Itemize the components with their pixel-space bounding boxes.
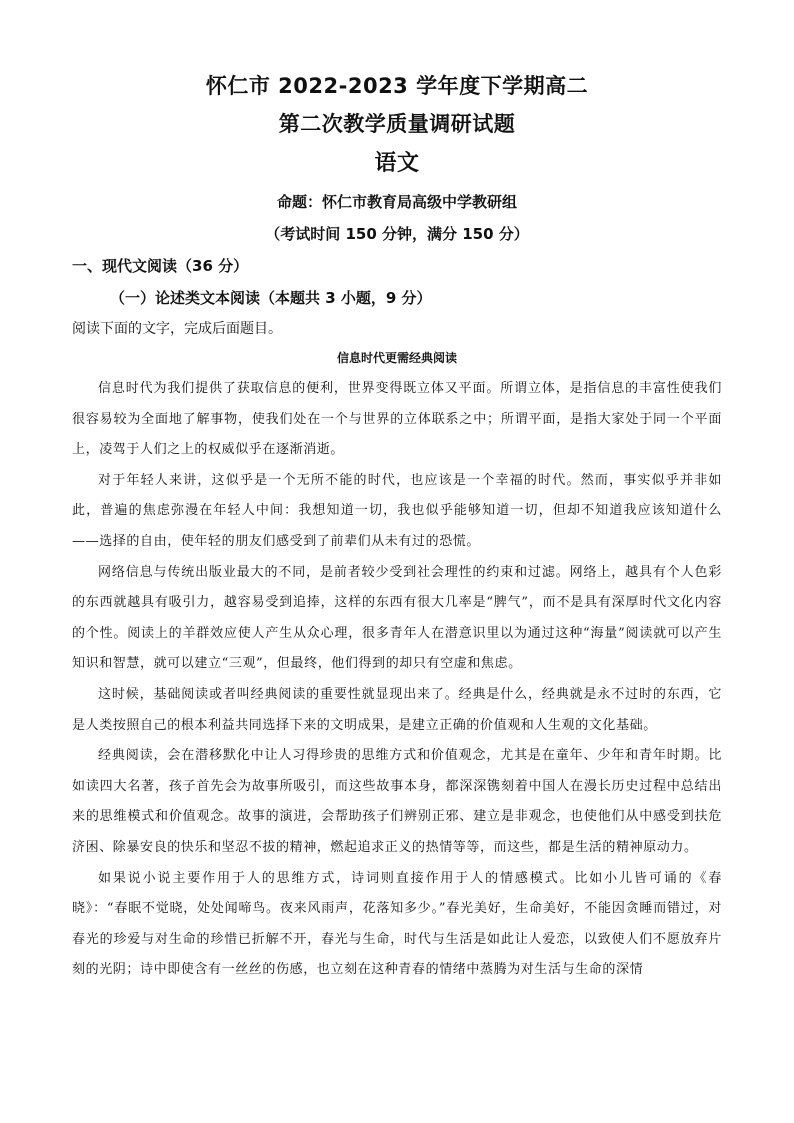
article-title: 信息时代更需经典阅读 — [336, 351, 457, 365]
article-paragraph: 信息时代为我们提供了获取信息的便利，世界变得既立体又平面。所谓立体，是指信息的丰富性使我们很容易较为全面地了解事物，使我们处在一个与世界的立体联系之中；所谓平面，是指大家处于同一个平面上，凌驾于人们之上的权威似乎在逐渐消逝。 — [72, 381, 722, 458]
article-paragraph: 这时候，基础阅读或者叫经典阅读的重要性就显现出来了。经典是什么，经典就是永不过时的东西，它是人类按照自己的根本利益共同选择下来的文明成果，是建立正确的价值观和人生观的文化基础。 — [72, 686, 722, 733]
article-paragraph: 经典阅读，会在潜移默化中让人习得珍贵的思维方式和价值观念，尤其是在童年、少年和青年时期。比如读四大名著，孩子首先会为故事所吸引，而这些故事本身，都深深镌刻着中国人在漫长历史过程中总结出来的思维模式和价值观念。故事的演进，会帮助孩子们辨别正邪、建立是非观念，也使他们从中感受到扶危济困、除暴安良的快乐和坚忍不拔的精神，燃起追求正义的热情等等，而这些，都是生活的精神原动力。 — [72, 748, 722, 855]
article-paragraph: 对于年轻人来讲，这似乎是一个无所不能的时代，也应该是一个幸福的时代。然而，事实似乎并非如此，普遍的焦虑弥漫在年轻人中间：我想知道一切，我也似乎能够知道一切，但却不知道我应该知道什么——选择的自由，使年轻的朋友们感受到了前辈们从未有过的恐慌。 — [72, 472, 722, 549]
article-paragraph: 如果说小说主要作用于人的思维方式，诗词则直接作用于人的情感模式。比如小儿皆可诵的《春晓》：“春眠不觉晓，处处闻啼鸟。夜来风雨声，花落知多少。”春光美好，生命美好，不能因贪睡而错过，对春光的珍爱与对生命的珍惜已折解不开，春光与生命，时代与生活是如此让人爱恋，以致使人们不愿放弃片刻的光阴；诗中即使含有一丝丝的伤感，也立刻在这种青春的情绪中蒸腾为对生活与生命的深情 — [72, 870, 722, 978]
subject-title: 语文 — [374, 151, 420, 176]
article-paragraph: 网络信息与传统出版业最大的不同，是前者较少受到社会理性的约束和过滤。网络上，越具有个人色彩的东西就越具有吸引力，越容易受到追捧，这样的东西有很大几率是“脾气”，而不是具有深厚时代文化内容的个性。阅读上的羊群效应使人产生从众心理，很多青年人在潜意识里以为通过这种“海量”阅读就可以产生知识和智慧，就可以建立“三观”，但最终，他们得到的却只有空虚和焦虑。 — [72, 564, 722, 672]
subsection-heading: （一）论述类文本阅读（本题共 3 小题，9 分） — [110, 289, 432, 307]
exam-title-line2: 第二次教学质量调研试题 — [278, 112, 516, 136]
exam-title-line1: 怀仁市 2022-2023 学年度下学期高二 — [205, 74, 589, 98]
author-line: 命题：怀仁市教育局高级中学教研组 — [276, 193, 517, 211]
exam-info-line: （考试时间 150 分钟，满分 150 分） — [265, 225, 529, 243]
section-heading: 一、现代文阅读（36 分） — [72, 257, 249, 275]
article-body — [72, 374, 722, 986]
reading-instruction: 阅读下面的文字，完成后面题目。 — [72, 321, 282, 337]
